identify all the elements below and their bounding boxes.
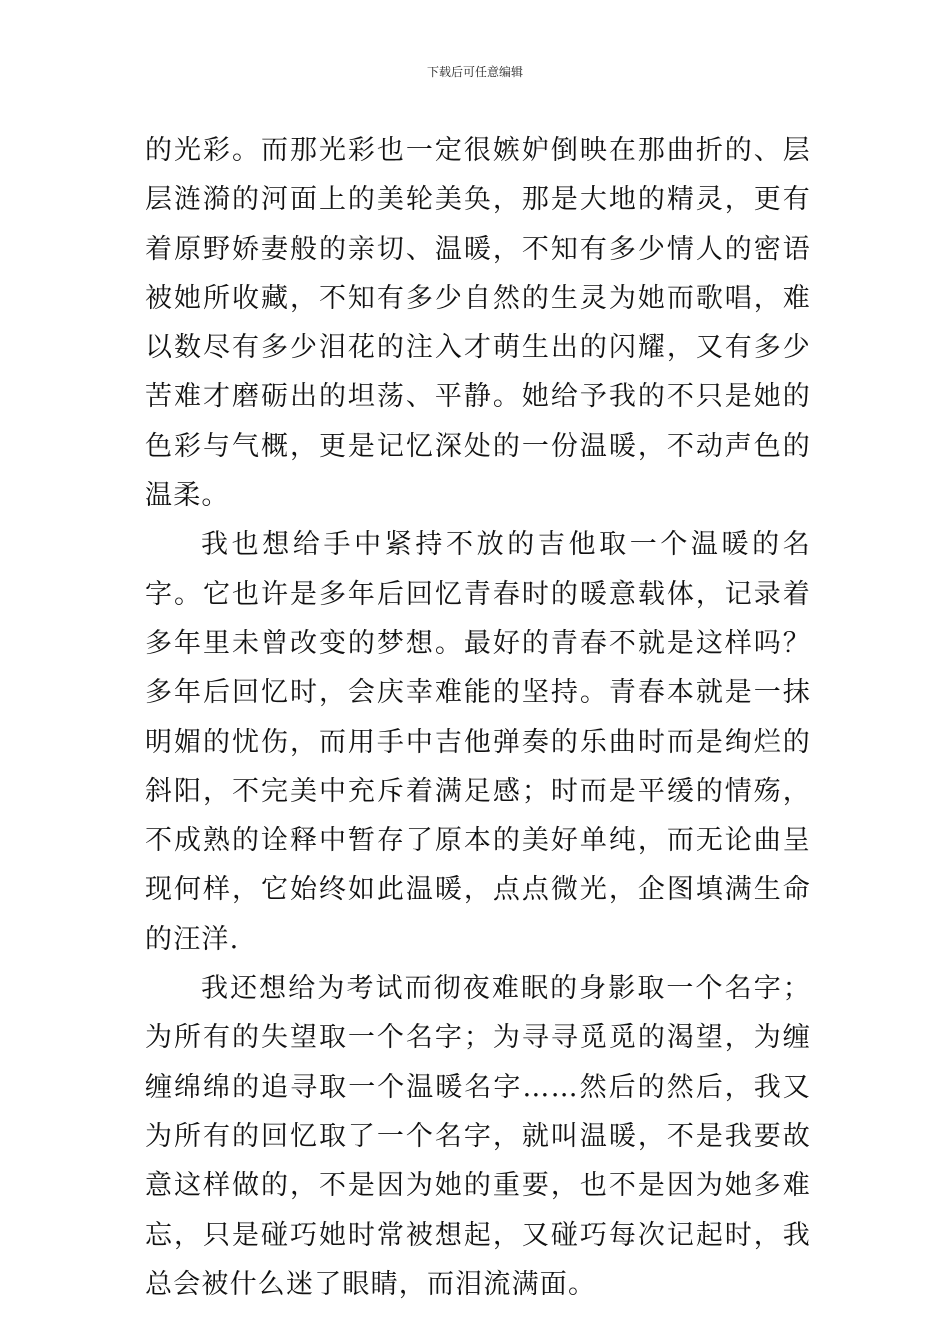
paragraph-1: 的光彩。而那光彩也一定很嫉妒倒映在那曲折的、层层涟漪的河面上的美轮美奂，那是大地的精灵，更有着原野娇妻般的亲切、温暖，不知有多少情人的密语被她所收藏，不知有多少自然的生灵为她而歌唱，难以数尽有多少泪花的注入才萌生出的闪耀，又有多少苦难才磨砺出的坦荡、平静。她给予我的不只是她的色彩与气概，更是记忆深处的一份温暖，不动声色的温柔。 (145, 135, 811, 512)
paragraph-3: 我还想给为考试而彻夜难眠的身影取一个名字；为所有的失望取一个名字；为寻寻觅觅的渴望，为缠缠绵绵的追寻取一个温暖名字……然后的然后，我又为所有的回忆取了一个名字，就叫温暖，不是我要故意这样做的，不是因为她的重要，也不是因为她多难忘，只是碰巧她时常被想起，又碰巧每次记起时，我总会被什么迷了眼睛，而泪流满面。 (145, 973, 811, 1300)
page-header: 下载后可任意编辑 (426, 65, 523, 79)
body-text (145, 126, 811, 1309)
paragraph-2: 我也想给手中紧持不放的吉他取一个温暖的名字。它也许是多年后回忆青春时的暖意载体，记录着多年里未曾改变的梦想。最好的青春不就是这样吗？多年后回忆时，会庆幸难能的坚持。青春本就是一抹明媚的忧伤，而用手中吉他弹奏的乐曲时而是绚烂的斜阳，不完美中充斥着满足感；时而是平缓的情殇，不成熟的诠释中暂存了原本的美好单纯，而无论曲呈现何样，它始终如此温暖，点点微光，企图填满生命的汪洋. (145, 529, 811, 955)
